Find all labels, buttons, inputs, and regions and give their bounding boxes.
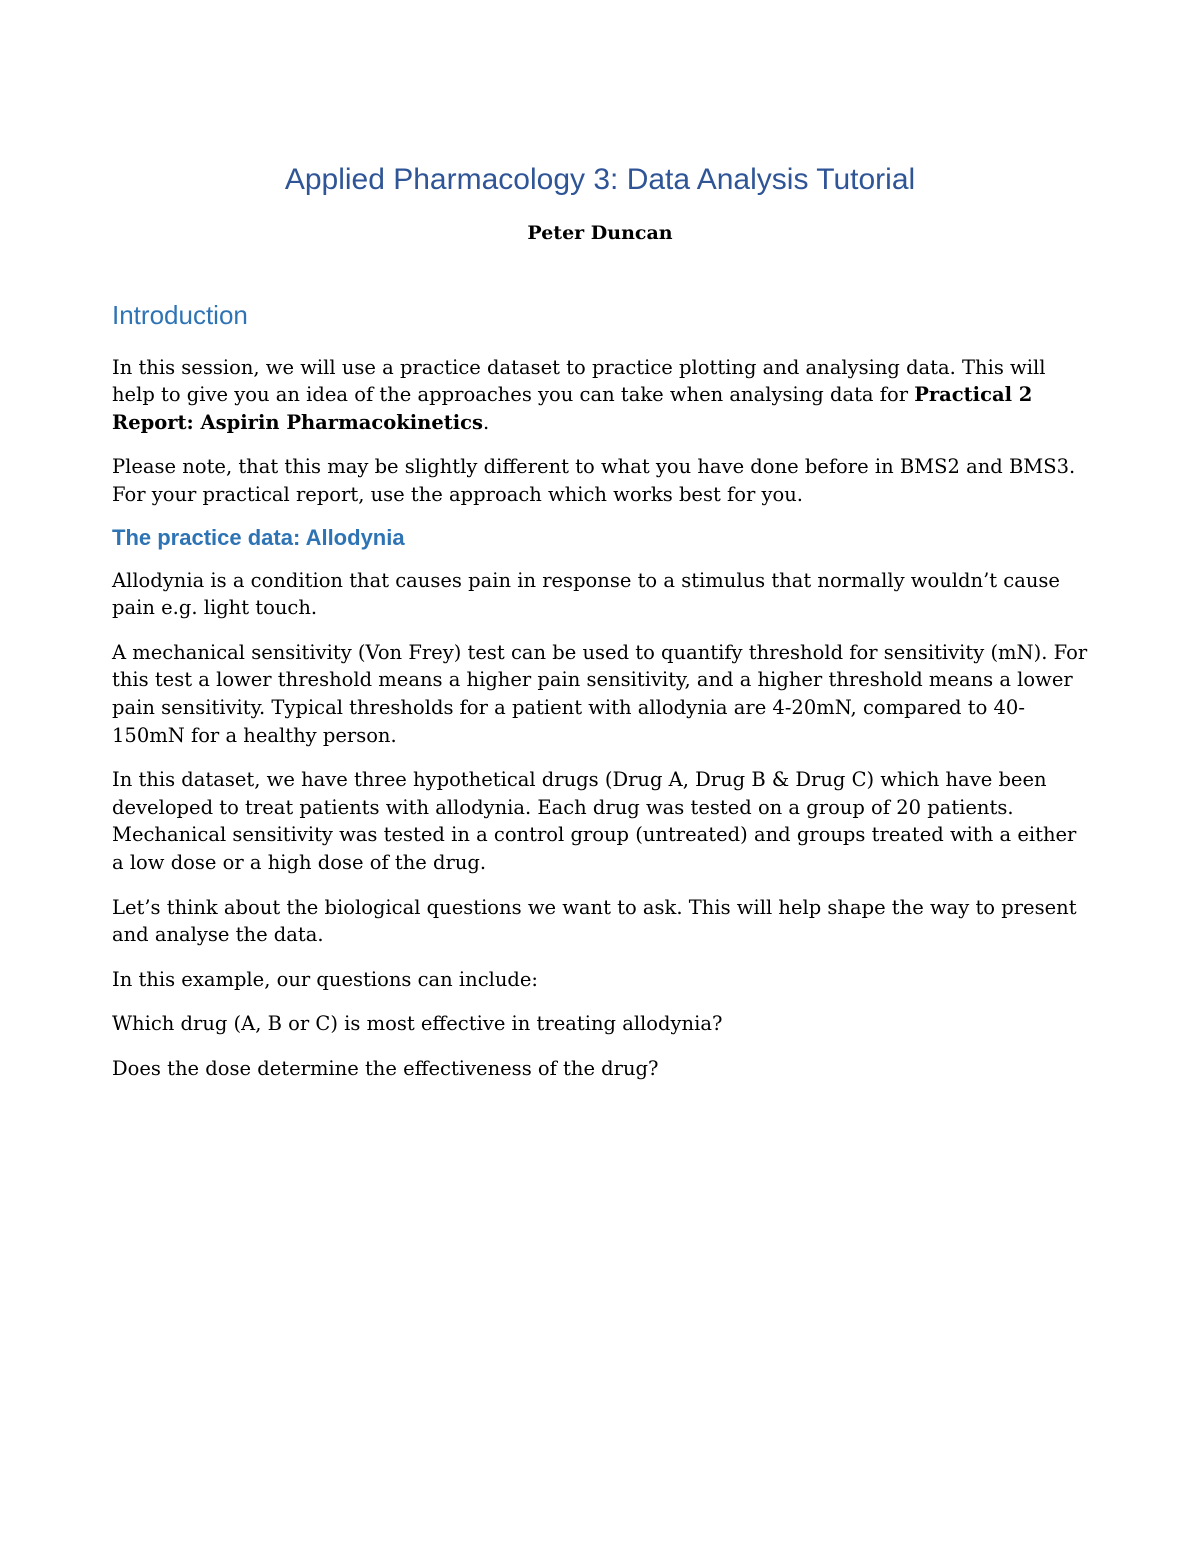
introduction-heading: Introduction (112, 299, 248, 330)
practice-data-paragraph-4: Let’s think about the biological questions we want to ask. This will help shape the way to present and analyse the data. (112, 895, 1077, 947)
question-2: Does the dose determine the effectiveness of the drug? (112, 1056, 659, 1080)
introduction-paragraph-1-end: . (483, 410, 490, 434)
practical-report-reference: Practical 2 Report: Aspirin Pharmacokinetics (112, 383, 1033, 434)
practice-data-paragraph-5: In this example, our questions can include: (112, 967, 539, 991)
question-1: Which drug (A, B or C) is most effective in treating allodynia? (112, 1012, 723, 1036)
introduction-paragraph-2: Please note, that this may be slightly different to what you have done before in BMS2 and BMS3. For your practical report, use the approach which works best for you. (112, 455, 1076, 506)
practice-data-paragraph-2: A mechanical sensitivity (Von Frey) test can be used to quantify threshold for sensitivity (mN). For this test a lower threshold means a higher pain sensitivity, and a higher threshold means a lower pain sensitivity. Typical thresholds for a patient with allodynia are 4-20mN, compared to 40-150mN for a healthy person. (112, 640, 1088, 747)
introduction-paragraph-1-text: In this session, we will use a practice dataset to practice plotting and analysing data. This will help to give you an idea of the approaches you can take when analysing data for (112, 355, 1046, 407)
practice-data-heading: The practice data: Allodynia (112, 524, 405, 550)
document-page (112, 160, 1088, 1082)
document-author: Peter Duncan (527, 222, 673, 244)
document-title: Applied Pharmacology 3: Data Analysis Tutorial (284, 163, 916, 196)
introduction-paragraph-1 (112, 354, 1088, 437)
practice-data-paragraph-1: Allodynia is a condition that causes pain in response to a stimulus that normally wouldn’t cause pain e.g. light touch. (112, 568, 1060, 620)
practice-data-paragraph-3: In this dataset, we have three hypothetical drugs (Drug A, Drug B & Drug C) which have been developed to treat patients with allodynia. Each drug was tested on a group of 20 patients. Mechanical sensitivity was tested in a control group (untreated) and groups treated with a either a low dose or a high dose of the drug. (112, 768, 1077, 874)
